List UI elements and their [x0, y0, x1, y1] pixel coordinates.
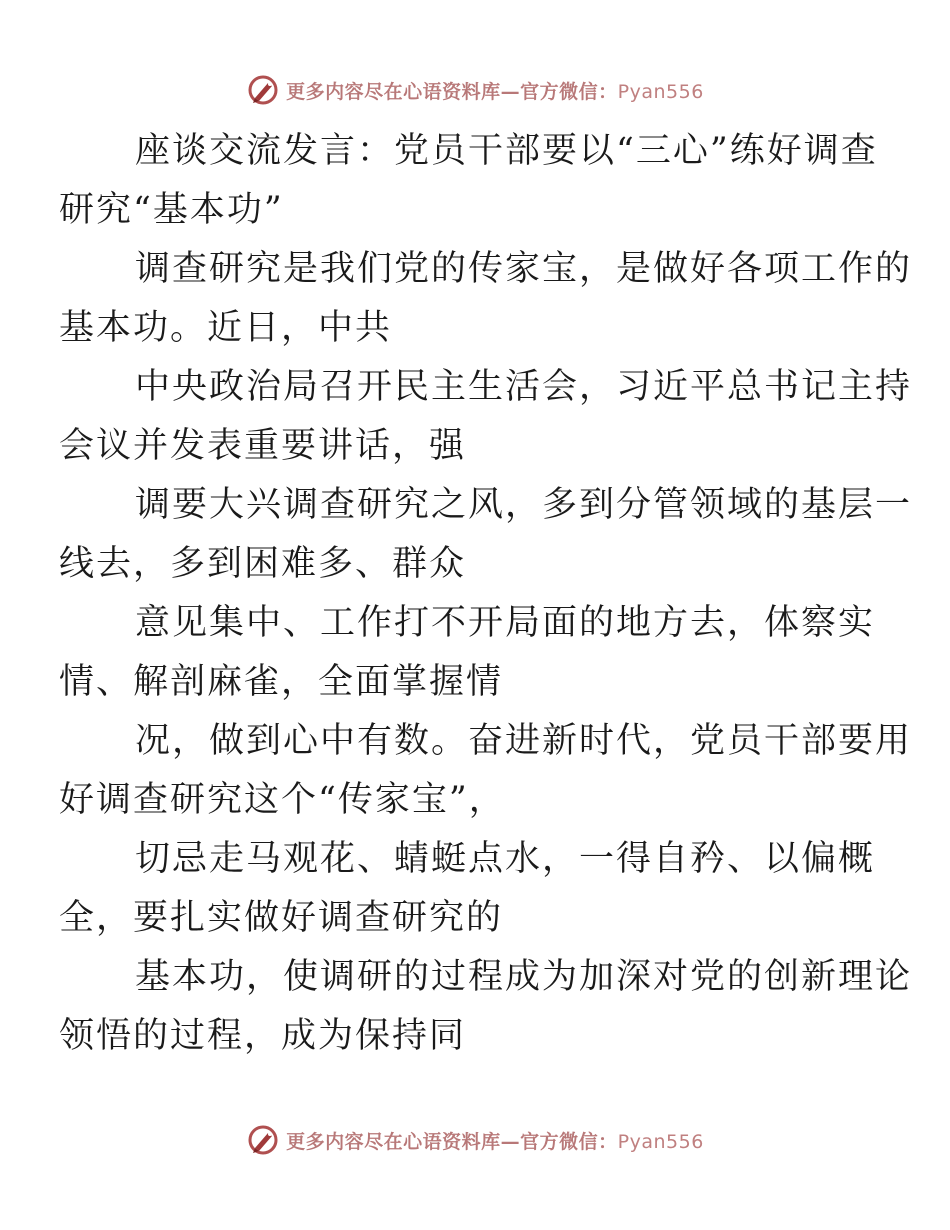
- header-watermark: [0, 70, 950, 110]
- text-line: 基本功，使调研的过程成为加深对党的创新理论: [135, 957, 913, 997]
- body-paragraph: [59, 476, 913, 594]
- document-body: [59, 122, 913, 1066]
- text-line: 领悟的过程，成为保持同: [59, 1016, 467, 1056]
- body-paragraph: [59, 240, 913, 358]
- text-line: 基本功。近日，中共: [59, 308, 393, 348]
- text-line: 线去，多到困难多、群众: [59, 544, 467, 584]
- body-paragraph: [59, 358, 913, 476]
- body-paragraph: [59, 948, 913, 1066]
- footer-watermark: [0, 1120, 950, 1160]
- document-title: [59, 122, 878, 240]
- text-line: 中央政治局召开民主生活会，习近平总书记主持: [135, 367, 913, 407]
- text-line: 调查研究是我们党的传家宝，是做好各项工作的: [135, 249, 913, 289]
- text-line: 好调查研究这个“传家宝”，: [59, 780, 506, 820]
- text-line: 情、解剖麻雀，全面掌握情: [59, 662, 504, 702]
- text-line: 会议并发表重要讲话，强: [59, 426, 467, 466]
- body-paragraph: [59, 830, 876, 948]
- body-paragraph: [59, 594, 876, 712]
- watermark-handle: Pyan556: [617, 80, 704, 103]
- text-line: 切忌走马观花、蜻蜓点水，一得自矜、以偏概: [135, 839, 876, 879]
- watermark-handle: Pyan556: [617, 1130, 704, 1153]
- watermark-text: 更多内容尽在心语资料库—官方微信：Pyan556: [286, 1130, 704, 1153]
- text-line: 座谈交流发言：党员干部要以“三心”练好调查: [135, 131, 878, 171]
- text-line: 调要大兴调查研究之风，多到分管领域的基层一: [135, 485, 913, 525]
- pen-logo-icon: [246, 73, 280, 107]
- text-line: 意见集中、工作打不开局面的地方去，体察实: [135, 603, 876, 643]
- text-line: 全，要扎实做好调查研究的: [59, 898, 504, 938]
- text-line: 况，做到心中有数。奋进新时代，党员干部要用: [135, 721, 913, 761]
- watermark-text: 更多内容尽在心语资料库—官方微信：Pyan556: [286, 80, 704, 103]
- pen-logo-icon: [246, 1123, 280, 1157]
- body-paragraph: [59, 712, 913, 830]
- text-line: 研究“基本功”: [59, 190, 284, 230]
